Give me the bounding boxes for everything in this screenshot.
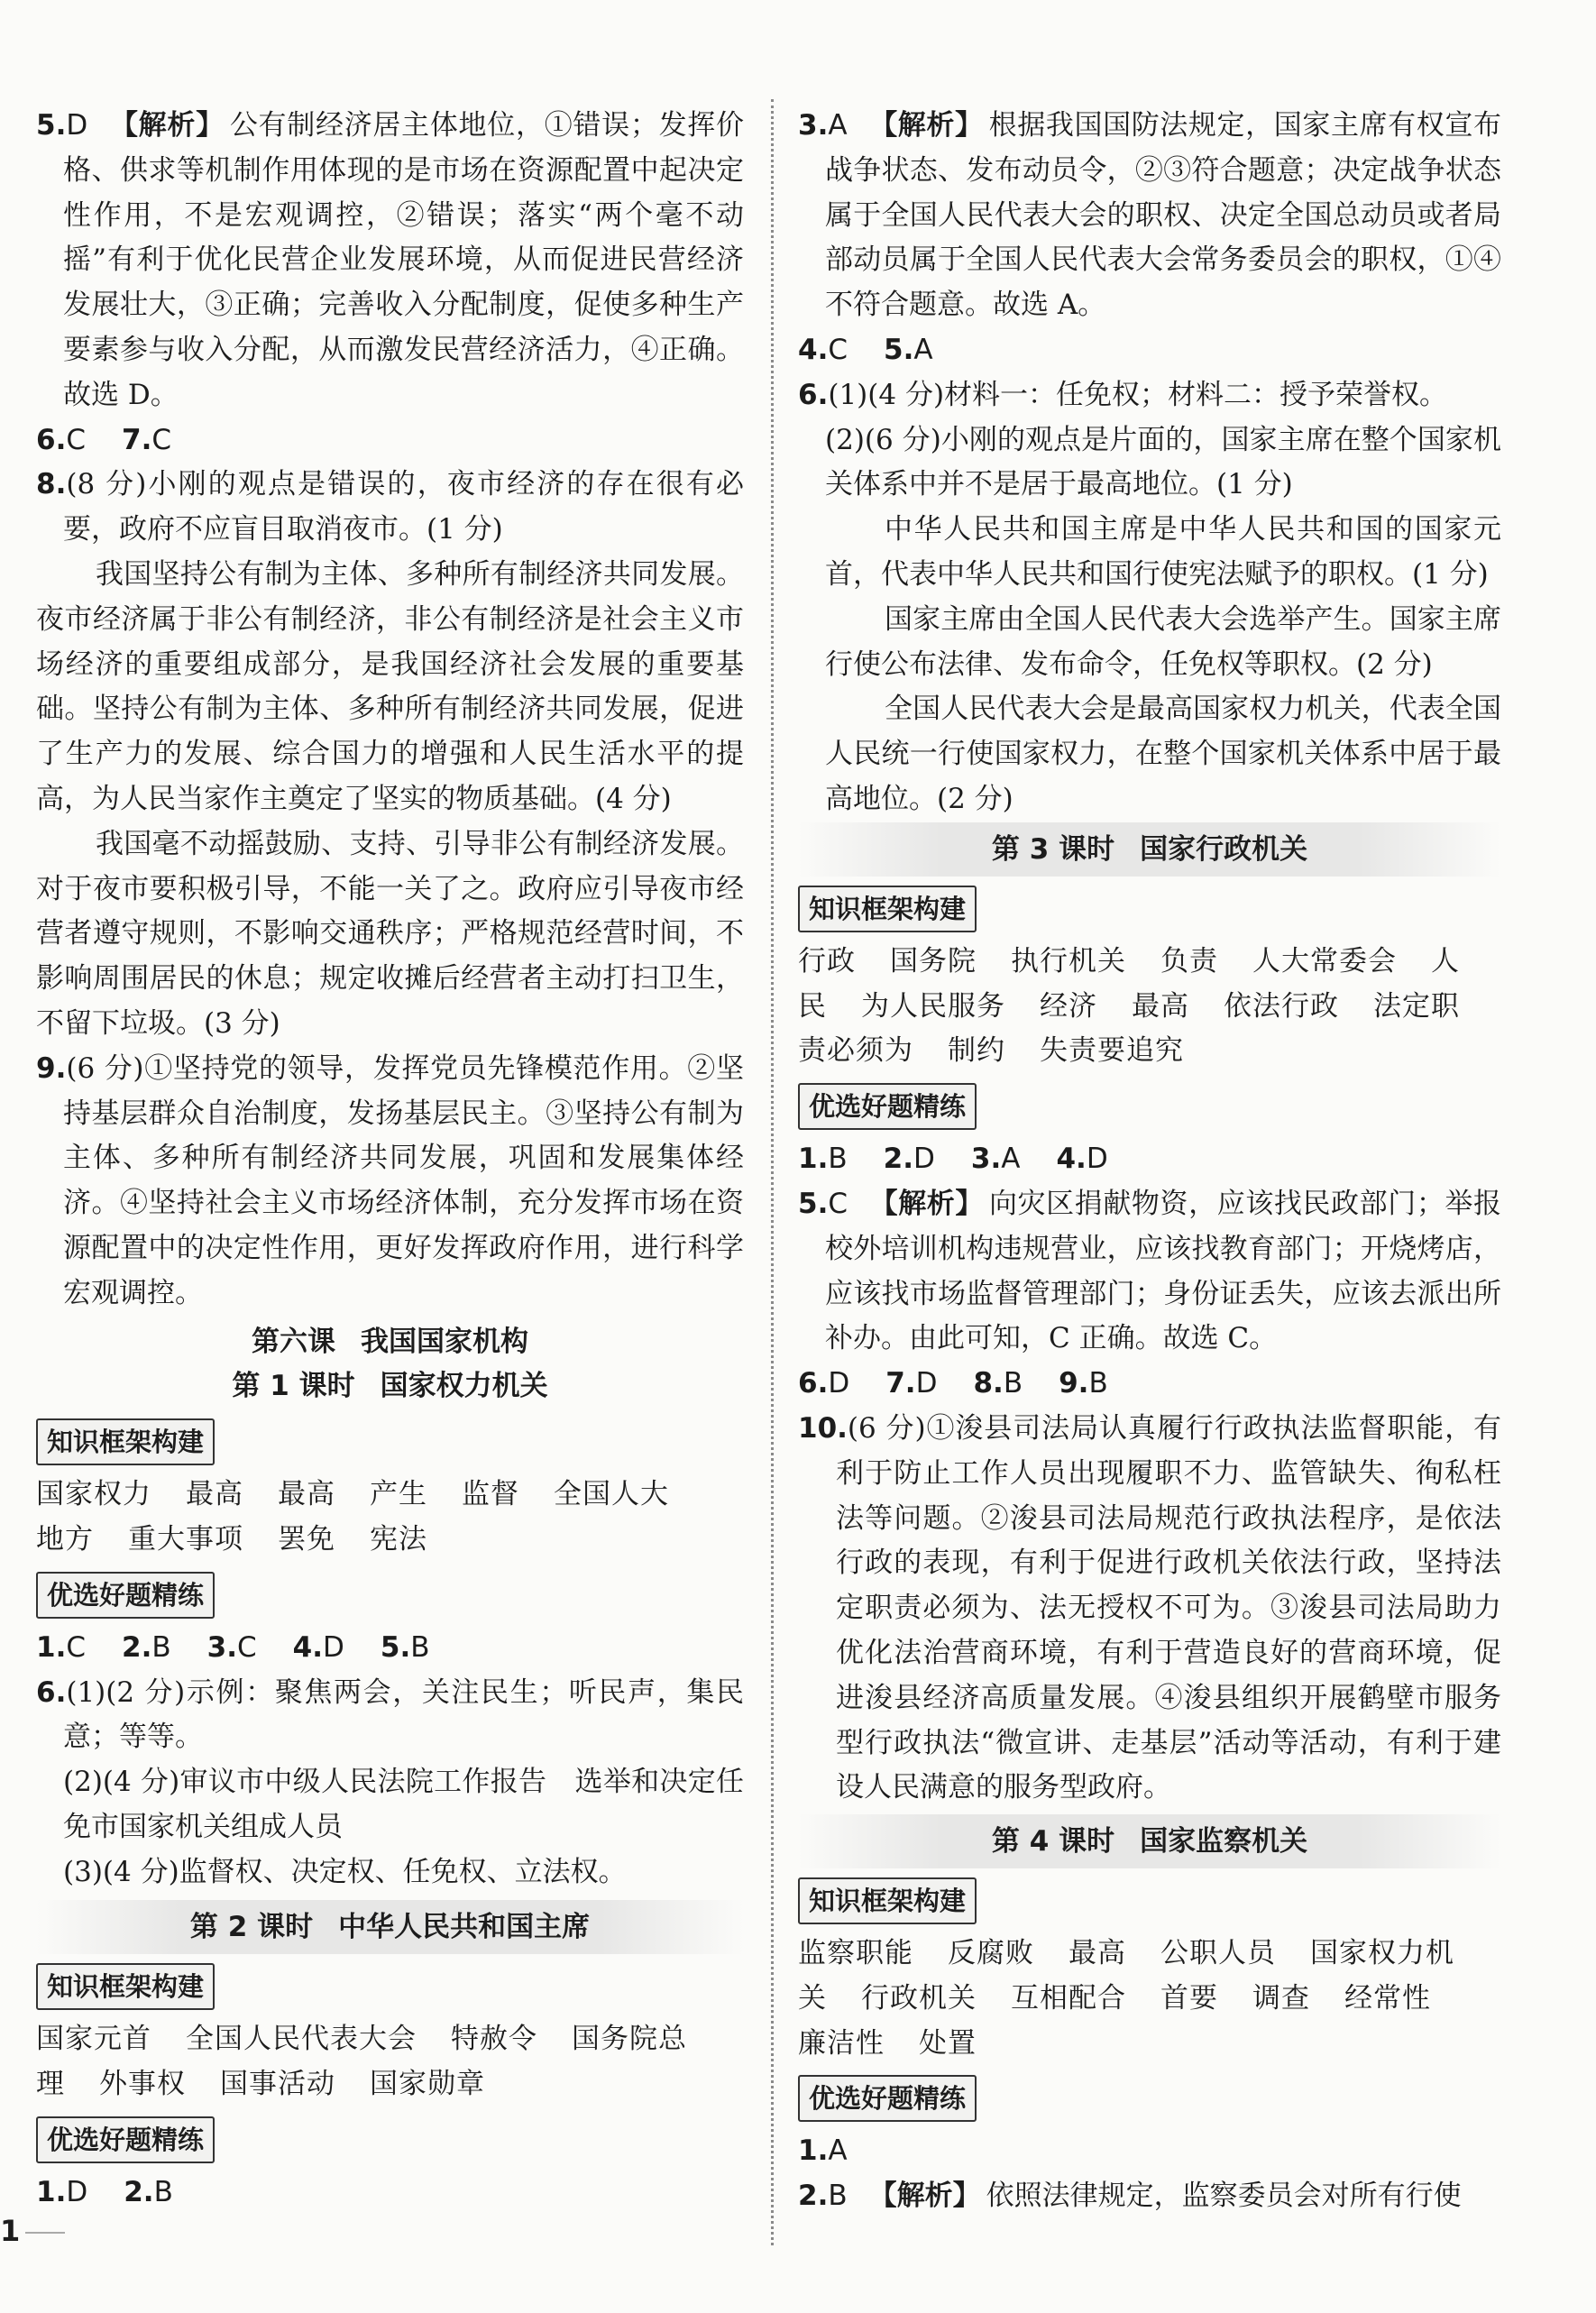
period-3-title: 第 3 课时 国家行政机关 bbox=[798, 822, 1501, 877]
answer-row-4-5: 4.C 5.A bbox=[798, 333, 933, 366]
answer-row-6-7: 6.C 7.C bbox=[36, 423, 172, 456]
keyword-row: 责必须为 制约 失责要追究 bbox=[798, 1034, 1184, 1068]
answer-item-1: 1.A bbox=[798, 2134, 848, 2168]
keyword-row: 国家元首 全国人民代表大会 特赦令 国务院总 bbox=[36, 2023, 687, 2056]
answer-item-6-2: (2)(4 分)审议市中级人民法院工作报告 选举和决定任免市国家机关组成人员 bbox=[63, 1766, 744, 1843]
answer-item-5: 5.C 【解析】 向灾区捐献物资，应该找民政部门；举报校外培训机构违规营业，应该找教育部门；开烧烤店，应该找市场监督管理部门；身份证丢失，应该去派出所补办。由此可知，C 正确。故选 C。 bbox=[798, 1187, 1502, 1355]
left-column bbox=[36, 104, 744, 2216]
page-number: 1 bbox=[0, 2214, 21, 2248]
answer-item-3: 3.A 【解析】 根据我国国防法规定，国家主席有权宣布战争状态、发布动员令，②③符合题意；决定战争状态属于全国人民代表大会的职权、决定全国总动员或者局部动员属于全国人民代表大会常务委员会的职权，①④不符合题意。故选 A。 bbox=[798, 109, 1502, 322]
section-practice-2: 优选好题精练 bbox=[36, 2116, 215, 2163]
section-knowledge-framework-2: 知识框架构建 bbox=[36, 1963, 215, 2010]
keyword-row: 关 行政机关 互相配合 首要 调查 经常性 bbox=[798, 1981, 1431, 2015]
keyword-row: 国家权力 最高 最高 产生 监督 全国人大 bbox=[36, 1478, 669, 1511]
answer-row-1-5: 1.C 2.B 3.C 4.D 5.B bbox=[36, 1630, 430, 1664]
keyword-row: 监察职能 反腐败 最高 公职人员 国家权力机 bbox=[798, 1937, 1454, 1970]
keyword-row: 民 为人民服务 经济 最高 依法行政 法定职 bbox=[798, 989, 1460, 1023]
answer-item-8-para-1: 我国坚持公有制为主体、多种所有制经济共同发展。夜市经济属于非公有制经济，非公有制经济是社会主义市场经济的重要组成部分，是我国经济社会发展的重要基础。坚持公有制为主体、多种所有制经济共同发展，促进了生产力的发展、综合国力的增强和人民生活水平的提高，为人民当家作主奠定了坚实的物质基础。(4 分) bbox=[36, 557, 744, 815]
answer-item-6: 6.(1)(4 分)材料一：任免权；材料二：授予荣誉权。 bbox=[798, 378, 1448, 411]
answer-item-6-3: (3)(4 分)监督权、决定权、任免权、立法权。 bbox=[63, 1855, 627, 1888]
answer-item-6-para-2: 国家主席由全国人民代表大会选举产生。国家主席行使公布法律、发布命令，任免权等职权。(2 分) bbox=[825, 602, 1501, 681]
answer-row-6-9: 6.D 7.D 8.B 9.B bbox=[798, 1367, 1108, 1400]
answer-item-5: 5.D 【解析】 公有制经济居主体地位，①错误；发挥价格、供求等机制作用体现的是市场在资源配置中起决定性作用，不是宏观调控，②错误；落实“两个毫不动摇”有利于优化民营企业发展环境，从而促进民营经济发展壮大，③正确；完善收入分配制度，促使多种生产要素参与收入分配，从而激发民营经济活力，④正确。故选 D。 bbox=[36, 109, 745, 411]
answer-item-6: 6.(1)(2 分)示例：聚焦两会，关注民生；听民声，集民意；等等。 bbox=[36, 1675, 744, 1754]
lesson-title: 第六课 我国国家机构 bbox=[252, 1325, 528, 1358]
answer-item-8-para-2: 我国毫不动摇鼓励、支持、引导非公有制经济发展。对于夜市要积极引导，不能一关了之。政府应引导夜市经营者遵守规则，不影响交通秩序；严格规范经营时间，不影响周围居民的休息；规定收摊后经营者主动打扫卫生，不留下垃圾。(3 分) bbox=[36, 827, 744, 1040]
section-practice-1: 优选好题精练 bbox=[36, 1572, 215, 1619]
keyword-row: 理 外事权 国事活动 国家勋章 bbox=[36, 2068, 485, 2101]
answer-row-1-2: 1.D 2.B bbox=[36, 2176, 173, 2209]
keyword-row: 廉洁性 处置 bbox=[798, 2026, 977, 2060]
answer-item-2: 2.B 【解析】 依照法律规定，监察委员会对所有行使 bbox=[798, 2180, 1462, 2213]
answer-item-6-para-3: 全国人民代表大会是最高国家权力机关，代表全国人民统一行使国家权力，在整个国家机关体系中居于最高地位。(2 分) bbox=[825, 693, 1501, 815]
answer-item-8: 8.(8 分)小刚的观点是错误的，夜市经济的存在很有必要，政府不应盲目取消夜市。(1 分) bbox=[36, 468, 744, 546]
section-knowledge-framework-1: 知识框架构建 bbox=[36, 1418, 215, 1465]
section-practice-4: 优选好题精练 bbox=[798, 2075, 977, 2122]
answer-item-9: 9.(6 分)①坚持党的领导，发挥党员先锋模范作用。②坚持基层群众自治制度，发扬基层民主。③坚持公有制为主体、多种所有制经济共同发展，巩固和发展集体经济。④坚持社会主义市场经济体制，充分发挥市场在资源配置中的决定性作用，更好发挥政府作用，进行科学宏观调控。 bbox=[36, 1051, 744, 1309]
keyword-row: 行政 国务院 执行机关 负责 人大常委会 人 bbox=[798, 944, 1460, 978]
period-4-title: 第 4 课时 国家监察机关 bbox=[798, 1814, 1501, 1868]
answer-item-10: 10.(6 分)①浚县司法局认真履行行政执法监督职能，有利于防止工作人员出现履职不力、监管缺失、徇私枉法等问题。②浚县司法局规范行政执法程序，是依法行政的表现，有利于促进行政机关依法行政，坚持法定职责必须为、法无授权不可为。③浚县司法局助力优化法治营商环境，有利于营造良好的营商环境，促进浚县经济高质量发展。④浚县组织开展鹤壁市服务型行政执法“微宣讲、走基层”活动等活动，有利于建设人民满意的服务型政府。 bbox=[798, 1411, 1501, 1804]
right-column bbox=[798, 104, 1501, 2219]
section-knowledge-framework-3: 知识框架构建 bbox=[798, 886, 977, 932]
footer-rule bbox=[25, 2232, 65, 2234]
answer-item-6-2: (2)(6 分)小刚的观点是片面的，国家主席在整个国家机关体系中并不是居于最高地位。(1 分) bbox=[825, 423, 1501, 501]
period-1-title: 第 1 课时 国家权力机关 bbox=[232, 1370, 548, 1403]
answer-row-1-4: 1.B 2.D 3.A 4.D bbox=[798, 1143, 1108, 1176]
answer-item-6-para-1: 中华人民共和国主席是中华人民共和国的国家元首，代表中华人民共和国行使宪法赋予的职权。(1 分) bbox=[825, 513, 1501, 591]
column-divider bbox=[771, 99, 774, 2245]
keyword-row: 地方 重大事项 罢免 宪法 bbox=[36, 1522, 427, 1556]
section-practice-3: 优选好题精练 bbox=[798, 1083, 977, 1130]
period-2-title: 第 2 课时 中华人民共和国主席 bbox=[36, 1900, 744, 1954]
section-knowledge-framework-4: 知识框架构建 bbox=[798, 1877, 977, 1924]
